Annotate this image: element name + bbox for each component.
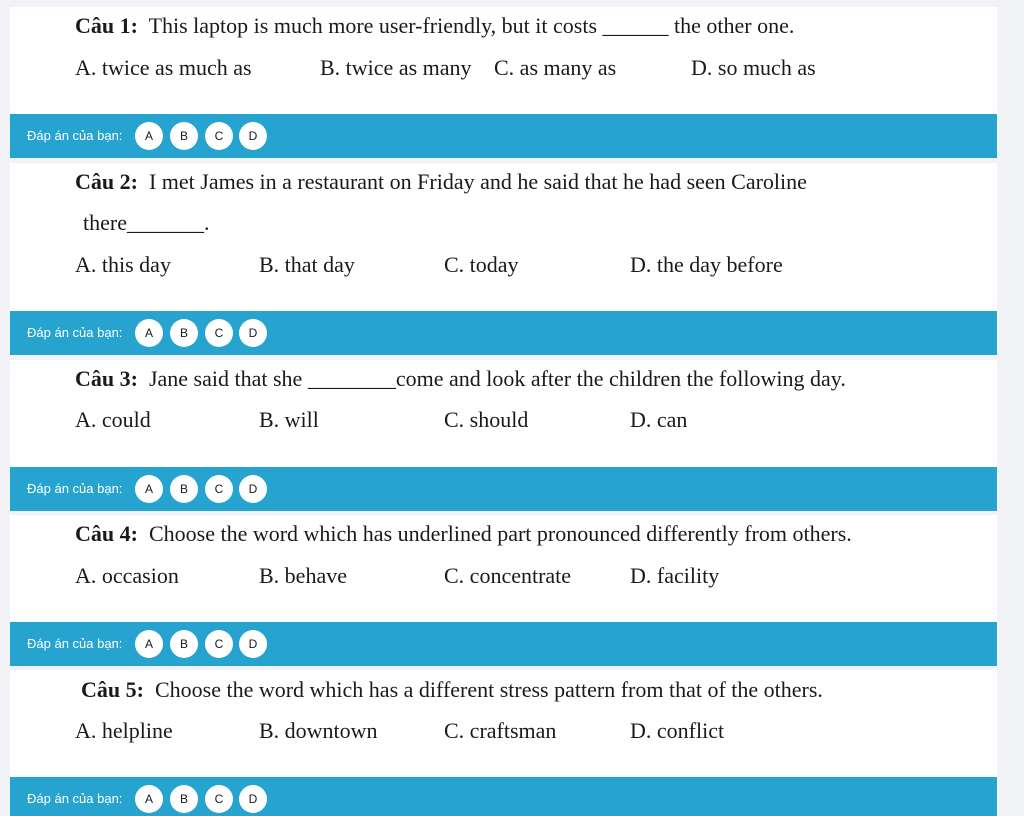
answer-label: Đáp án của bạn:	[27, 325, 123, 340]
answer-choice-b[interactable]: B	[170, 785, 198, 813]
answer-bar-5	[10, 777, 997, 816]
answer-choice-a[interactable]: A	[135, 319, 163, 347]
question-5-text-before: Choose the word which has a different stress pattern from that of the others.	[154, 677, 823, 702]
question-1-blank: ______	[602, 13, 669, 38]
question-4-option-c: C. concentrate	[444, 563, 572, 588]
question-5-number: Câu 5:	[81, 677, 144, 702]
question-5-text	[81, 677, 823, 703]
question-2-option-d: D. the day before	[630, 252, 783, 277]
answer-label: Đáp án của bạn:	[27, 636, 123, 651]
answer-choice-b[interactable]: B	[170, 475, 198, 503]
question-1-option-c: C. as many as	[494, 55, 617, 80]
answer-choice-c[interactable]: C	[205, 122, 233, 150]
question-3-number: Câu 3:	[75, 366, 138, 391]
answer-label: Đáp án của bạn:	[27, 128, 123, 143]
question-4-option-b: B. behave	[259, 563, 347, 588]
answer-bar-4	[10, 622, 997, 666]
question-4-option-a: A. occasion	[75, 563, 179, 588]
question-2-text	[75, 169, 807, 195]
answer-bar-3	[10, 467, 997, 511]
answer-choice-a[interactable]: A	[135, 475, 163, 503]
question-1-option-a: A. twice as much as	[75, 55, 252, 80]
question-1-text-before: This laptop is much more user-friendly, but it costs	[148, 13, 603, 38]
question-5-option-b: B. downtown	[259, 718, 378, 743]
answer-choice-d[interactable]: D	[239, 630, 267, 658]
answer-choice-b[interactable]: B	[170, 122, 198, 150]
question-4-number: Câu 4:	[75, 521, 138, 546]
answer-bar-2	[10, 311, 997, 355]
answer-choice-b[interactable]: B	[170, 630, 198, 658]
question-2-text-before: I met James in a restaurant on Friday and he said that he had seen Caroline	[148, 169, 807, 194]
answer-choice-a[interactable]: A	[135, 785, 163, 813]
question-1-option-d: D. so much as	[691, 55, 816, 80]
answer-choice-d[interactable]: D	[239, 785, 267, 813]
answer-choice-a[interactable]: A	[135, 122, 163, 150]
answer-choice-d[interactable]: D	[239, 475, 267, 503]
question-2-option-a: A. this day	[75, 252, 171, 277]
answer-choice-c[interactable]: C	[205, 319, 233, 347]
question-1-text-after: the other one.	[668, 13, 795, 38]
question-5-option-d: D. conflict	[630, 718, 725, 743]
question-1-text	[75, 13, 794, 39]
answer-choice-c[interactable]: C	[205, 475, 233, 503]
question-1-option-b: B. twice as many	[320, 55, 472, 80]
question-2-number: Câu 2:	[75, 169, 138, 194]
question-3-text-before: Jane said that she	[148, 366, 308, 391]
question-3-text	[75, 366, 846, 392]
question-2-text-line2: there_______.	[83, 210, 210, 235]
answer-choice-c[interactable]: C	[205, 630, 233, 658]
question-3-option-a: A. could	[75, 407, 151, 432]
question-1-number: Câu 1:	[75, 13, 138, 38]
question-4-text	[75, 521, 852, 547]
question-4-option-d: D. facility	[630, 563, 720, 588]
question-3-option-b: B. will	[259, 407, 319, 432]
answer-label: Đáp án của bạn:	[27, 791, 123, 806]
answer-choice-c[interactable]: C	[205, 785, 233, 813]
answer-choice-a[interactable]: A	[135, 630, 163, 658]
question-2-option-b: B. that day	[259, 252, 355, 277]
question-5-option-a: A. helpline	[75, 718, 173, 743]
question-3-text-after: come and look after the children the following day.	[395, 366, 846, 391]
question-5-option-c: C. craftsman	[444, 718, 557, 743]
answer-label: Đáp án của bạn:	[27, 481, 123, 496]
answer-bar-1	[10, 114, 997, 158]
answer-choice-d[interactable]: D	[239, 319, 267, 347]
question-3-option-c: C. should	[444, 407, 529, 432]
answer-choice-b[interactable]: B	[170, 319, 198, 347]
question-3-blank: ________	[307, 366, 396, 391]
question-4-text-before: Choose the word which has underlined part pronounced differently from others.	[148, 521, 852, 546]
question-3-option-d: D. can	[630, 407, 688, 432]
question-2-option-c: C. today	[444, 252, 519, 277]
answer-choice-d[interactable]: D	[239, 122, 267, 150]
